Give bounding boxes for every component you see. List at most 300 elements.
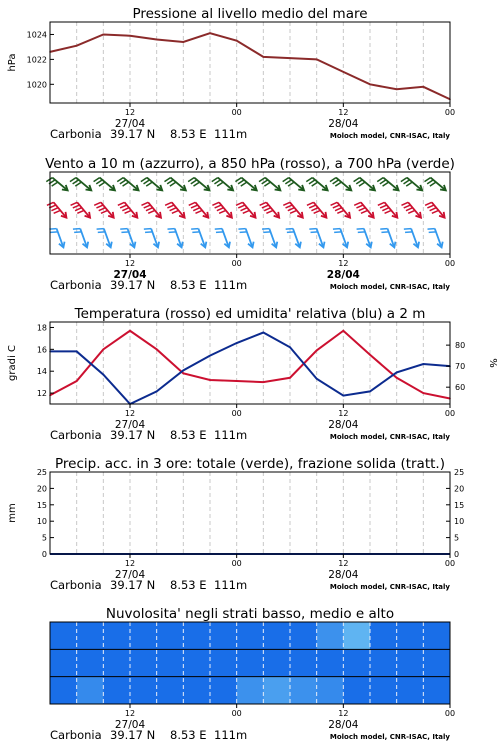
barb-feather bbox=[75, 208, 82, 211]
y-axis-label: mm bbox=[7, 503, 18, 523]
wind-barb bbox=[260, 202, 280, 217]
date-label: 28/04 bbox=[328, 569, 359, 581]
data-point bbox=[396, 372, 398, 374]
cloud-cell bbox=[343, 649, 370, 677]
wind-barb bbox=[283, 178, 304, 191]
cloud-cell bbox=[157, 622, 184, 650]
data-point bbox=[343, 71, 345, 73]
wind-barb bbox=[167, 229, 182, 248]
barb-feather bbox=[99, 182, 105, 186]
wind-barb bbox=[286, 229, 301, 248]
cloud-cell bbox=[397, 677, 424, 705]
chart-title: Vento a 10 m (azzurro), a 850 hPa (rosso), a 700 hPa (verde) bbox=[45, 156, 455, 172]
x-tick-label: 00 bbox=[231, 409, 242, 418]
model-credit: Moloch model, CNR-ISAC, Italy bbox=[329, 433, 450, 441]
barb-feather bbox=[406, 182, 412, 186]
barb-feather bbox=[94, 178, 100, 182]
cloud-cell bbox=[290, 622, 317, 650]
barb-feather bbox=[141, 178, 147, 182]
barb-feather bbox=[380, 180, 386, 184]
cloud-cell bbox=[397, 649, 424, 677]
data-point bbox=[236, 40, 238, 42]
cloud-cell bbox=[237, 649, 264, 677]
barb-feather bbox=[311, 232, 318, 233]
barb-feather bbox=[427, 229, 434, 230]
barb-feather bbox=[51, 208, 58, 211]
barb-feather bbox=[429, 232, 436, 233]
x-tick-label: 12 bbox=[338, 559, 349, 568]
barb-feather bbox=[195, 210, 202, 213]
barb-feather bbox=[262, 180, 268, 184]
barb-feather bbox=[215, 229, 222, 230]
cloud-cell bbox=[77, 677, 104, 705]
x-tick-label: 00 bbox=[231, 559, 242, 568]
cloud-cell bbox=[370, 622, 397, 650]
data-point bbox=[289, 57, 291, 59]
barb-feather bbox=[99, 208, 106, 211]
wind-barb bbox=[212, 178, 233, 191]
data-point bbox=[396, 88, 398, 90]
barb-feather bbox=[51, 232, 58, 233]
barb-feather bbox=[148, 210, 155, 213]
data-point bbox=[156, 391, 158, 393]
pressure-chart bbox=[7, 6, 455, 141]
wind-barb bbox=[427, 229, 442, 248]
data-point bbox=[76, 351, 78, 353]
barb-feather bbox=[94, 202, 101, 205]
barb-feather bbox=[333, 229, 340, 230]
cloud-cell bbox=[423, 677, 450, 705]
location-elev: 111m bbox=[214, 127, 248, 141]
barb-feather bbox=[101, 210, 108, 213]
cloud-cell bbox=[103, 649, 130, 677]
location-lon: 8.53 E bbox=[170, 428, 207, 442]
y-tick-label: 25 bbox=[36, 468, 47, 477]
location-lat: 39.17 N bbox=[110, 278, 156, 292]
date-label: 27/04 bbox=[114, 419, 146, 431]
barb-feather bbox=[287, 232, 294, 233]
cloud-cell bbox=[423, 649, 450, 677]
cloud-cell bbox=[50, 622, 77, 650]
y-tick-label: 1024 bbox=[26, 30, 47, 40]
barb-feather bbox=[330, 178, 336, 182]
barb-feather bbox=[337, 210, 344, 213]
barb-feather bbox=[309, 229, 316, 230]
location-name: Carbonia bbox=[50, 127, 102, 141]
barb-feather bbox=[238, 180, 244, 184]
barb-feather bbox=[167, 180, 173, 184]
cloud-cell bbox=[263, 622, 290, 650]
cloud-cell bbox=[317, 649, 344, 677]
model-credit: Moloch model, CNR-ISAC, Italy bbox=[329, 283, 450, 291]
cloud-cell bbox=[210, 677, 237, 705]
barb-feather bbox=[262, 229, 269, 230]
date-label: 28/04 bbox=[328, 118, 359, 130]
series-line-0 bbox=[50, 33, 450, 99]
date-label: 28/04 bbox=[328, 419, 359, 431]
cloud-cell bbox=[317, 677, 344, 705]
chart-title: Nuvolosita' negli strati basso, medio e alto bbox=[105, 606, 395, 622]
cloud-cell bbox=[343, 677, 370, 705]
data-point bbox=[103, 374, 105, 376]
cloud-cell bbox=[263, 649, 290, 677]
barb-feather bbox=[404, 205, 411, 208]
barb-feather bbox=[404, 180, 410, 184]
wind-barb bbox=[354, 178, 375, 191]
barb-feather bbox=[240, 232, 247, 233]
wind-barb bbox=[259, 178, 280, 191]
x-tick-label: 12 bbox=[124, 709, 136, 718]
barb-feather bbox=[377, 178, 383, 182]
barb-feather bbox=[120, 229, 127, 230]
cloud-cell bbox=[103, 677, 130, 705]
cloud-cell bbox=[317, 622, 344, 650]
wind-barb bbox=[117, 178, 138, 191]
wind-barb bbox=[215, 229, 230, 248]
data-point bbox=[423, 392, 425, 394]
x-tick-label: 12 bbox=[338, 409, 349, 418]
barb-feather bbox=[74, 232, 81, 233]
wind-barb bbox=[236, 202, 256, 217]
wind-barb bbox=[238, 229, 253, 248]
location-lat: 39.17 N bbox=[110, 728, 156, 742]
barb-feather bbox=[77, 210, 84, 213]
cloud-cell bbox=[130, 622, 157, 650]
data-point bbox=[156, 349, 158, 351]
barb-feather bbox=[52, 182, 58, 186]
wind-barb bbox=[333, 229, 348, 248]
wind-barb bbox=[70, 178, 91, 191]
barb-feather bbox=[73, 180, 79, 184]
data-point bbox=[76, 45, 78, 47]
y-right-tick-label: 15 bbox=[454, 500, 465, 510]
barb-feather bbox=[333, 205, 340, 208]
data-point bbox=[103, 34, 105, 36]
barb-feather bbox=[307, 202, 314, 205]
cloud-cell bbox=[290, 677, 317, 705]
barb-feather bbox=[286, 229, 293, 230]
wind-barb bbox=[380, 229, 395, 248]
wind-barb bbox=[141, 202, 161, 217]
y-right-tick-label: 70 bbox=[455, 362, 466, 372]
wind-chart bbox=[45, 156, 455, 292]
wind-barb bbox=[191, 229, 206, 248]
y-right-axis-label: % bbox=[487, 358, 498, 368]
data-point bbox=[209, 379, 211, 381]
barb-feather bbox=[212, 202, 219, 205]
barb-feather bbox=[188, 178, 194, 182]
y-tick-label: 16 bbox=[36, 345, 47, 355]
x-tick-label: 12 bbox=[124, 259, 136, 268]
wind-barb bbox=[97, 229, 112, 248]
location-lat: 39.17 N bbox=[110, 127, 156, 141]
location-elev: 111m bbox=[214, 728, 248, 742]
location-elev: 111m bbox=[214, 278, 248, 292]
cloud-cell bbox=[130, 649, 157, 677]
plot-frame bbox=[50, 322, 450, 404]
data-point bbox=[263, 381, 265, 383]
cloud-cell bbox=[183, 649, 210, 677]
data-point bbox=[183, 370, 185, 372]
barb-feather bbox=[401, 178, 407, 182]
barb-feather bbox=[146, 208, 153, 211]
wind-barb bbox=[425, 202, 445, 217]
y-right-tick-label: 80 bbox=[455, 341, 466, 351]
y-tick-label: 5 bbox=[41, 533, 47, 543]
wind-barb bbox=[118, 202, 138, 217]
data-point bbox=[423, 363, 425, 365]
barb-feather bbox=[98, 232, 105, 233]
barb-feather bbox=[217, 208, 224, 211]
barb-feather bbox=[170, 182, 176, 186]
y-right-tick-label: 10 bbox=[454, 517, 465, 527]
cloud-cell bbox=[210, 649, 237, 677]
cloud-cell bbox=[370, 677, 397, 705]
barb-feather bbox=[73, 229, 80, 230]
x-tick-label: 00 bbox=[231, 259, 242, 268]
barb-feather bbox=[118, 202, 125, 205]
barb-feather bbox=[125, 210, 132, 213]
wind-barb bbox=[189, 202, 209, 217]
barb-feather bbox=[288, 182, 294, 186]
date-label: 27/04 bbox=[114, 719, 146, 731]
wind-barb bbox=[188, 178, 209, 191]
barb-feather bbox=[219, 210, 226, 213]
cloud-cell bbox=[183, 677, 210, 705]
barb-feather bbox=[430, 182, 436, 186]
barb-feather bbox=[165, 202, 172, 205]
barb-feather bbox=[406, 208, 413, 211]
data-point bbox=[129, 35, 131, 37]
x-tick-label: 00 bbox=[444, 409, 456, 418]
barb-feather bbox=[123, 182, 129, 186]
barb-feather bbox=[383, 182, 389, 186]
barb-feather bbox=[243, 210, 250, 213]
wind-barb bbox=[354, 202, 374, 217]
barb-feather bbox=[170, 208, 177, 211]
wind-barb bbox=[378, 202, 398, 217]
barb-feather bbox=[167, 205, 174, 208]
cloud-cell bbox=[370, 649, 397, 677]
y-tick-label: 10 bbox=[36, 517, 47, 527]
cloud-cell bbox=[343, 622, 370, 650]
x-tick-label: 12 bbox=[124, 409, 136, 418]
barb-feather bbox=[309, 180, 315, 184]
wind-barb bbox=[71, 202, 91, 217]
cloud-cell bbox=[103, 622, 130, 650]
barb-feather bbox=[238, 205, 245, 208]
data-point bbox=[343, 395, 345, 397]
barb-feather bbox=[259, 178, 265, 182]
barb-feather bbox=[191, 229, 198, 230]
cloud-cell bbox=[157, 649, 184, 677]
barb-feather bbox=[191, 180, 197, 184]
data-point bbox=[316, 378, 318, 380]
x-tick-label: 12 bbox=[338, 709, 349, 718]
barb-feather bbox=[286, 205, 293, 208]
barb-feather bbox=[401, 202, 408, 205]
barb-feather bbox=[97, 229, 104, 230]
cloud-cell bbox=[77, 649, 104, 677]
cloud-cell bbox=[423, 622, 450, 650]
barb-feather bbox=[141, 202, 148, 205]
barb-feather bbox=[262, 205, 269, 208]
barb-feather bbox=[354, 178, 360, 182]
y-right-tick-label: 25 bbox=[454, 468, 465, 477]
barb-feather bbox=[306, 178, 312, 182]
barb-feather bbox=[361, 210, 368, 213]
cloud-cell bbox=[130, 677, 157, 705]
barb-feather bbox=[122, 208, 129, 211]
temperature-humidity-chart bbox=[7, 306, 498, 442]
barb-feather bbox=[169, 232, 176, 233]
barb-feather bbox=[263, 232, 270, 233]
x-tick-label: 12 bbox=[124, 108, 136, 117]
location-name: Carbonia bbox=[50, 728, 102, 742]
barb-feather bbox=[359, 208, 366, 211]
barb-feather bbox=[359, 182, 365, 186]
cloud-cell bbox=[183, 622, 210, 650]
barb-feather bbox=[145, 232, 152, 233]
x-tick-label: 00 bbox=[231, 709, 242, 718]
x-tick-label: 12 bbox=[124, 559, 136, 568]
data-point bbox=[289, 377, 291, 379]
y-tick-label: 0 bbox=[41, 550, 47, 559]
wind-barb bbox=[94, 178, 115, 191]
wind-barb bbox=[49, 229, 64, 248]
y-tick-label: 12 bbox=[36, 389, 47, 399]
data-point bbox=[103, 349, 105, 351]
wind-barb bbox=[404, 229, 419, 248]
barb-feather bbox=[193, 182, 199, 186]
barb-feather bbox=[356, 205, 363, 208]
barb-feather bbox=[70, 178, 76, 182]
barb-feather bbox=[266, 210, 273, 213]
barb-feather bbox=[189, 202, 196, 205]
barb-feather bbox=[191, 205, 198, 208]
barb-feather bbox=[283, 202, 290, 205]
x-tick-label: 12 bbox=[338, 259, 349, 268]
data-point bbox=[369, 354, 371, 356]
wind-barb bbox=[283, 202, 303, 217]
cloud-cell bbox=[50, 677, 77, 705]
barb-feather bbox=[241, 208, 248, 211]
date-label: 27/04 bbox=[114, 569, 146, 581]
barb-feather bbox=[144, 180, 150, 184]
location-lon: 8.53 E bbox=[170, 728, 207, 742]
barb-feather bbox=[216, 232, 223, 233]
barb-feather bbox=[73, 205, 80, 208]
location-name: Carbonia bbox=[50, 428, 102, 442]
barb-feather bbox=[335, 182, 341, 186]
data-point bbox=[343, 330, 345, 332]
barb-feather bbox=[312, 182, 318, 186]
location-lon: 8.53 E bbox=[170, 578, 207, 592]
cloud-cell bbox=[263, 677, 290, 705]
barb-feather bbox=[385, 210, 392, 213]
barb-feather bbox=[212, 178, 218, 182]
chart-title: Temperatura (rosso) ed umidita' relativa (blu) a 2 m bbox=[74, 306, 426, 322]
barb-feather bbox=[335, 208, 342, 211]
barb-feather bbox=[333, 180, 339, 184]
barb-feather bbox=[164, 178, 170, 182]
barb-feather bbox=[96, 180, 102, 184]
data-point bbox=[369, 84, 371, 86]
barb-feather bbox=[117, 178, 123, 182]
barb-feather bbox=[430, 208, 437, 211]
barb-feather bbox=[120, 205, 127, 208]
date-label: 27/04 bbox=[113, 269, 147, 281]
wind-barb bbox=[377, 178, 398, 191]
location-lat: 39.17 N bbox=[110, 428, 156, 442]
barb-feather bbox=[144, 205, 151, 208]
barb-feather bbox=[381, 232, 388, 233]
chart-title: Pressione al livello medio del mare bbox=[132, 6, 368, 22]
location-elev: 111m bbox=[214, 578, 248, 592]
barb-feather bbox=[214, 180, 220, 184]
cloud-cell bbox=[290, 649, 317, 677]
barb-feather bbox=[405, 232, 412, 233]
y-tick-label: 14 bbox=[36, 367, 47, 377]
data-point bbox=[209, 32, 211, 34]
wind-barb bbox=[73, 229, 88, 248]
data-point bbox=[316, 350, 318, 352]
barb-feather bbox=[241, 182, 247, 186]
y-tick-label: 20 bbox=[36, 484, 47, 494]
location-name: Carbonia bbox=[50, 278, 102, 292]
barb-feather bbox=[378, 202, 385, 205]
wind-barb bbox=[164, 178, 185, 191]
location-lat: 39.17 N bbox=[110, 578, 156, 592]
model-credit: Moloch model, CNR-ISAC, Italy bbox=[329, 132, 450, 140]
data-point bbox=[263, 56, 265, 58]
barb-feather bbox=[309, 205, 316, 208]
barb-feather bbox=[121, 232, 128, 233]
barb-feather bbox=[283, 178, 289, 182]
series-line-1 bbox=[50, 333, 450, 404]
data-point bbox=[183, 373, 185, 375]
chart-title: Precip. acc. in 3 ore: totale (verde), frazione solida (tratt.) bbox=[55, 456, 445, 472]
cloud-cover-chart bbox=[50, 606, 455, 742]
barb-feather bbox=[120, 180, 126, 184]
x-tick-label: 00 bbox=[444, 259, 456, 268]
barb-feather bbox=[331, 202, 338, 205]
wind-barb bbox=[120, 229, 135, 248]
x-tick-label: 00 bbox=[444, 709, 456, 718]
data-point bbox=[129, 330, 131, 332]
data-point bbox=[156, 39, 158, 41]
y-right-tick-label: 60 bbox=[455, 383, 466, 393]
barb-feather bbox=[46, 178, 52, 182]
location-name: Carbonia bbox=[50, 578, 102, 592]
wind-barb bbox=[331, 202, 351, 217]
location-lon: 8.53 E bbox=[170, 278, 207, 292]
plot-frame bbox=[50, 472, 450, 554]
barb-feather bbox=[172, 210, 179, 213]
cloud-cell bbox=[210, 622, 237, 650]
y-axis-label: hPa bbox=[7, 53, 18, 72]
series-line-0 bbox=[50, 331, 450, 399]
location-elev: 111m bbox=[214, 428, 248, 442]
barb-feather bbox=[54, 210, 61, 213]
cloud-cell bbox=[397, 622, 424, 650]
barb-feather bbox=[424, 178, 430, 182]
data-point bbox=[209, 355, 211, 357]
barb-feather bbox=[264, 182, 270, 186]
data-point bbox=[76, 380, 78, 382]
x-tick-label: 00 bbox=[444, 559, 456, 568]
data-point bbox=[289, 346, 291, 348]
